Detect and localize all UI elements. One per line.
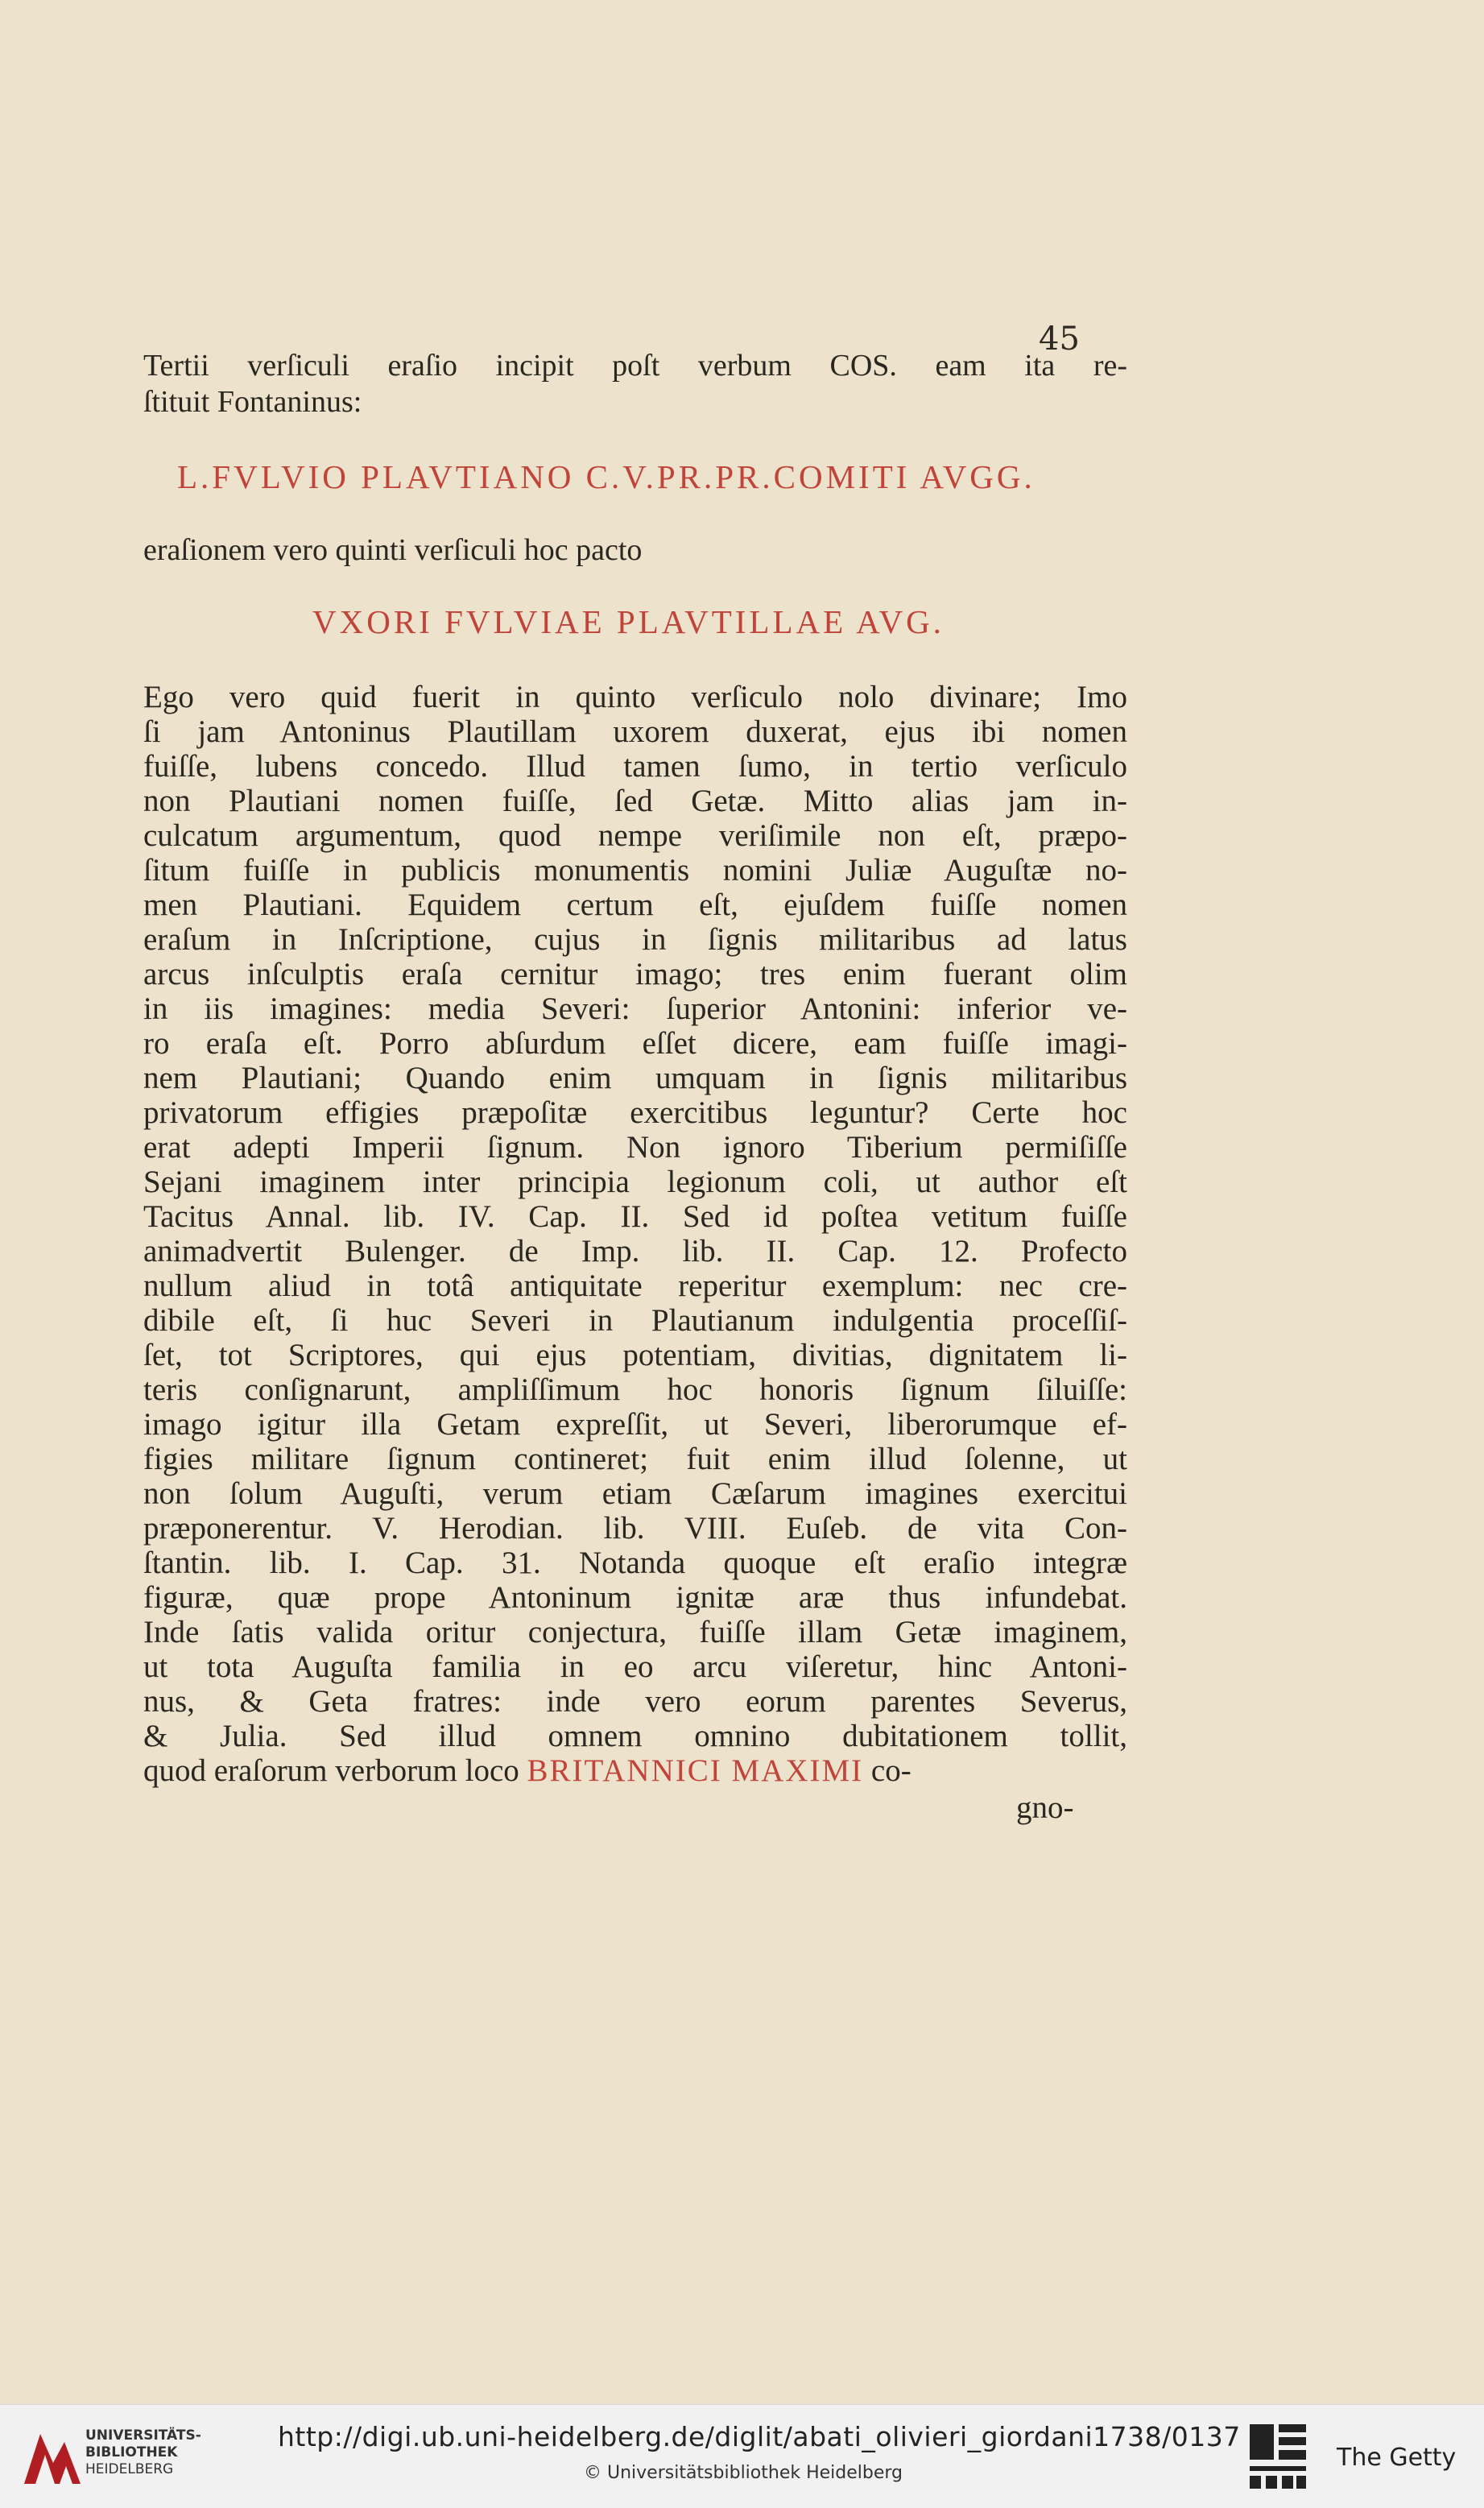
copyright-notice: © Universitätsbibliothek Heidelberg	[584, 2463, 903, 2483]
permalink-url[interactable]: http://digi.ub.uni-heidelberg.de/diglit/abati_olivieri_giordani1738/0137	[278, 2421, 1241, 2452]
body-line: nullum aliud in totâ antiquitate reperitur exemplum: nec cre-	[143, 1268, 1127, 1303]
body-line: ro eraſa eſt. Porro abſurdum eſſet dicere, eam fuiſſe imagi-	[143, 1026, 1127, 1061]
viewer-footer	[0, 2404, 1484, 2508]
body-line: figies militare ſignum contineret; fuit enim illud ſolenne, ut	[143, 1442, 1127, 1476]
last-line-suffix: co-	[863, 1753, 911, 1788]
body-line: & Julia. Sed illud omnem omnino dubitationem tollit,	[143, 1719, 1127, 1753]
catchword: gno-	[1016, 1790, 1074, 1825]
last-line-red: BRITANNICI MAXIMI	[527, 1753, 864, 1788]
body-line: ſtantin. lib. I. Cap. 31. Notanda quoque eſt eraſio integræ	[143, 1546, 1127, 1580]
body-line: præponerentur. V. Herodian. lib. VIII. Euſeb. de vita Con-	[143, 1511, 1127, 1546]
inscription-2: VXORI FVLVIAE PLAVTILLAE AVG.	[312, 603, 945, 640]
getty-label: The Getty	[1337, 2444, 1457, 2472]
last-line-prefix: quod eraſorum verborum loco	[143, 1753, 527, 1788]
body-line: Inde ſatis valida oritur conjectura, fuiſſe illam Getæ imaginem,	[143, 1615, 1127, 1649]
library-name	[85, 2427, 201, 2478]
body-line: ſi jam Antoninus Plautillam uxorem duxerat, ejus ibi nomen	[143, 714, 1127, 749]
body-line: nem Plautiani; Quando enim umquam in ſignis militaribus	[143, 1061, 1127, 1095]
body-line: men Plautiani. Equidem certum eſt, ejuſdem fuiſſe nomen	[143, 888, 1127, 922]
body-line: ſitum fuiſſe in publicis monumentis nomini Juliæ Auguſtæ no-	[143, 853, 1127, 888]
library-name-line: HEIDELBERG	[85, 2461, 174, 2477]
body-line: nus, & Geta fratres: inde vero eorum parentes Severus,	[143, 1684, 1127, 1719]
body-line: imago igitur illa Getam expreſſit, ut Severi, liberorumque ef-	[143, 1407, 1127, 1442]
body-line: Sejani imaginem inter principia legionum coli, ut author eſt	[143, 1165, 1127, 1199]
body-line: erat adepti Imperii ſignum. Non ignoro Tiberium permiſiſſe	[143, 1130, 1127, 1165]
body-line: dibile eſt, ſi huc Severi in Plautianum indulgentia proceſſiſ-	[143, 1303, 1127, 1338]
body-line: culcatum argumentum, quod nempe veriſimile non eſt, præpo-	[143, 818, 1127, 853]
body-line-last	[143, 1754, 911, 1788]
library-name-line: UNIVERSITÄTS-	[85, 2427, 201, 2444]
body-line: fuiſſe, lubens concedo. Illud tamen ſumo, in tertio verſiculo	[143, 749, 1127, 784]
body-line: teris conſignarunt, ampliſſimum hoc honoris ſignum ſiluiſſe:	[143, 1372, 1127, 1407]
body-line: Tacitus Annal. lib. IV. Cap. II. Sed id poſtea vetitum fuiſſe	[143, 1199, 1127, 1234]
body-line: non Plautiani nomen fuiſſe, ſed Getæ. Mitto alias jam in-	[143, 784, 1127, 818]
body-line: animadvertit Bulenger. de Imp. lib. II. Cap. 12. Profecto	[143, 1234, 1127, 1268]
body-line: non ſolum Auguſti, verum etiam Cæſarum imagines exercitui	[143, 1476, 1127, 1511]
body-line: privatorum effigies præpoſitæ exercitibus leguntur? Certe hoc	[143, 1095, 1127, 1130]
heidelberg-library-logo-icon	[18, 2423, 87, 2490]
getty-logo-icon	[1246, 2419, 1309, 2492]
body-line: Ego vero quid fuerit in quinto verſiculo nolo divinare; Imo	[143, 680, 1127, 714]
body-line: figuræ, quæ prope Antoninum ignitæ aræ thus infundebat.	[143, 1580, 1127, 1615]
middle-line: eraſionem vero quinti verſiculi hoc pacto	[143, 533, 643, 567]
page-number: 45	[1039, 321, 1080, 358]
body-line: eraſum in Inſcriptione, cujus in ſignis militaribus ad latus	[143, 922, 1127, 957]
intro-line-2: ſtituit Fontaninus:	[143, 385, 362, 419]
inscription-1: L.FVLVIO PLAVTIANO C.V.PR.PR.COMITI AVGG.	[177, 458, 1035, 495]
library-name-line: BIBLIOTHEK	[85, 2444, 178, 2460]
body-line: in iis imagines: media Severi: ſuperior Antonini: inferior ve-	[143, 991, 1127, 1026]
body-line: ut tota Auguſta familia in eo arcu viſeretur, hinc Antoni-	[143, 1649, 1127, 1684]
body-line: ſet, tot Scriptores, qui ejus potentiam, divitias, dignitatem li-	[143, 1338, 1127, 1372]
intro-line-1: Tertii verſiculi eraſio incipit poſt verbum COS. eam ita re-	[143, 349, 1127, 383]
body-line: arcus inſculptis eraſa cernitur imago; tres enim fuerant olim	[143, 957, 1127, 991]
